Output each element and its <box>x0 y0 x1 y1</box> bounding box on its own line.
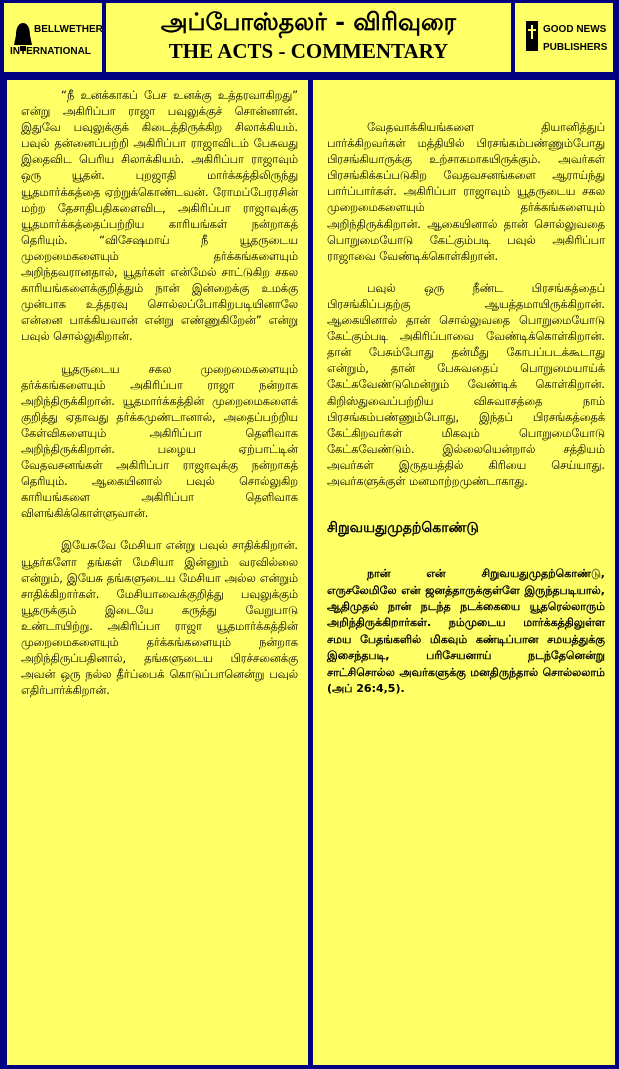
scripture-reference: (அப் 26:4,5). <box>327 682 405 695</box>
scripture-text: நான் என் சிறுவயதுமுதற்கொண்டு, எருசலேமிலே என் ஜனத்தாருக்குள்ளே இருந்தபடியால், ஆதிமுதல் நான் நடந்த நடக்கையை யூதரெல்லாரும் அறிந்திருக்கிறார்கள். நம்முடைய மார்க்கத்திலுள்ள சமய பேதங்களில் மிகவும் கண்டிப்பான சமயத்துக்கு இசைந்தபடி, பரிசேயனாய் நடந்தேனென்று சாட்சிசொல்ல அவர்களுக்கு மனதிருந்தால் சொல்லலாம் <box>327 567 605 679</box>
bible-icon <box>523 19 541 53</box>
logo-left-line2: INTERNATIONAL <box>10 46 91 57</box>
page-title-tamil: அப்போஸ்தலர் - விரிவுரை <box>160 7 457 36</box>
logo-right-line2: PUBLISHERS <box>543 42 608 53</box>
left-paragraph-2: யூதருடைய சகல முறைமைகளையும் தர்க்கங்களையும் அகிரிப்பா ராஜா நன்றாக அறிந்திருக்கிறான். யூதமார்க்கத்தின் முறைமைகளைக் குறித்து ஏதாவது தர்க்கமுண்டானால், அதைப்பற்றிய கேள்விகளையும் அகிரிப்பா தெளிவாக அறிந்திருக்கிறான். பழைய ஏற்பாட்டின் வேதவசனங்கள் அகிரிப்பா ராஜாவுக்கு நன்றாகத் தெரியும். ஆகையினால் பவுல் சொல்லுகிற காரியங்களை அகிரிப்பா தெளிவாக விளங்கிக்கொள்ளுவான். <box>21 362 298 521</box>
left-column <box>7 80 308 1065</box>
page-title-english: THE ACTS - COMMENTARY <box>168 39 449 63</box>
logo-left-line1: BELLWETHER <box>34 24 103 35</box>
left-paragraph-3: இயேசுவே மேசியா என்று பவுல் சாதிக்கிறான். யூதர்களோ தங்கள் மேசியா இன்னும் வரவில்லை என்றும், இயேசு தங்களுடைய மேசியா அல்ல என்றும் சாதிக்கிறார்கள். மேசியாவைக்குறித்து பவுலுக்கும் யூதருக்கும் இடையே கருத்து வேறுபாடு உண்டாயிற்று. அகிரிப்பா ராஜா யூதமார்க்கத்தின் முறைமைகளையும் தர்க்கங்களையும் நன்றாக அறிந்திருப்பதினால், தங்களுடைய பிரச்சனைக்கு அவன் ஒரு நல்ல தீர்ப்பைக் கொடுப்பானென்று பவுல் எதிர்பார்க்கிறான். <box>21 539 298 698</box>
right-paragraph-1: வேதவாக்கியங்களை தியானித்துப் பார்க்கிறவர்கள் மத்தியில் பிரசங்கம்பண்ணும்போது பிரசங்கியாருக்கு உற்சாகமாகயிருக்கும். அவர்கள் பிரசங்கிக்கப்படுகிற வேதவசனங்களை ஆராய்ந்து பார்ப்பார்கள். அகிரிப்பா ராஜாவும் யூதருடைய சகல முறைமைகளையும் தர்க்கங்களையும் அறிந்திருக்கிறான். ஆகையினால் தான் சொல்லுவதை பொறுமையோடு கேட்கும்படி பவுல் அகிரிப்பா ராஜாவை வேண்டிக்கொள்கிறான். <box>327 121 605 263</box>
right-paragraph-2: பவுல் ஒரு நீண்ட பிரசங்கத்தைப் பிரசங்கிப்பதற்கு ஆயத்தமாயிருக்கிறான். ஆகையினால் தான் சொல்லுவதை பொறுமையோடு கேட்கும்படி அகிரிப்பாவை வேண்டிக்கொள்கிறான். தான் பேசும்போது தன்மீது கோபப்படக்கூடாது என்றும், தான் பேசுவதைப் பொறுமையாய்க் கேட்கவேண்டுமென்றும் வேண்டிக் கொள்கிறான். கிறிஸ்துவைப்பற்றிய விசுவாசத்தை நாம் பிரசங்கம்பண்ணும்போது, இந்தப் பிரசங்கத்தைக் கேட்கிறவர்கள் மிகவும் பொறுமையோடு கேட்கவேண்டும். இல்லையென்றால் சத்தியம் அவர்கள் இருதயத்தில் கிரியை செய்யாது. அவர்களுக்குள் மனமாற்றமுண்டாகாது. <box>327 281 605 488</box>
right-column <box>313 80 615 1065</box>
scripture-quote <box>327 566 605 697</box>
publisher-logo-right <box>515 3 613 72</box>
logo-right-line1: GOOD NEWS <box>543 24 607 35</box>
publisher-logo-left <box>4 3 102 72</box>
header <box>0 0 619 78</box>
section-subheading: சிறுவயதுமுதற்கொண்டு <box>327 520 479 537</box>
title-box <box>106 3 511 72</box>
left-paragraph-1: “நீ உனக்காகப் பேச உனக்கு உத்தரவாகிறது” என்று அகிரிப்பா ராஜா பவுலுக்குச் சொன்னான். இதுவே பவுலுக்குக் கிடைத்திருக்கிற சிலாக்கியம். பவுல் தன்னைப்பற்றி அகிரிப்பா ராஜாவிடம் பேசுவது இதைவிட பெரிய சிலாக்கியம். அகிரிப்பா ராஜாவும் ஒரு யூதன். புறஜாதி மார்க்கத்திலிருந்து யூதமார்க்கத்தை ஏற்றுக்கொண்டவன். ரோமப்பேரரசின் மற்ற தேசாதிபதிகளைவிட, அகிரிப்பா ராஜாவுக்கு யூதமார்க்கத்தைப்பற்றிய காரியங்கள் நன்றாகத் தெரியும். “விசேஷமாய் நீ யூதருடைய முறைமைகளையும் தர்க்கங்களையும் அறிந்தவரானதால், யூதர்கள் என்மேல் சாட்டுகிற சகல காரியங்களைக்குறித்தும் நான் இன்றைக்கு உமக்கு முன்பாக உத்தரவு சொல்லப்போகிறபடியினாலே என்னை பாக்கியவான் என்று எண்ணுகிறேன்” என்று பவுல் சொல்லுகிறான். <box>21 89 298 344</box>
